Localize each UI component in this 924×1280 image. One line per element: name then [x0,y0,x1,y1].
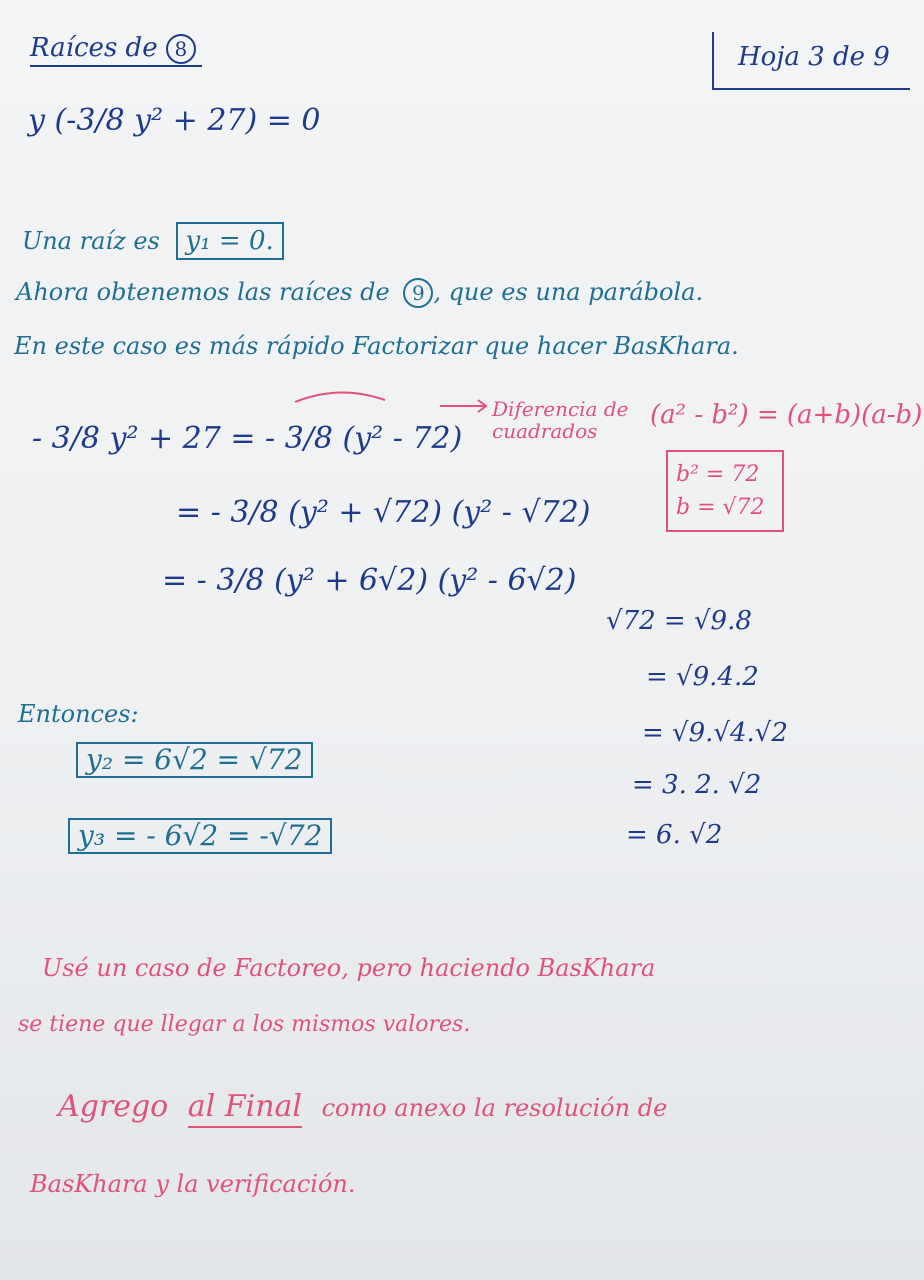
root-y2-box: y₂ = 6√2 = √72 [76,742,313,778]
intro-line-3: En este caso es más rápido Factorizar que hacer BasKhara. [14,332,739,360]
remark-line-1: Usé un caso de Factoreo, pero haciendo BasKhara [42,954,656,982]
remark-line-3-rest: como anexo la resolución de [321,1094,668,1122]
sqrt-step-2: = √9.4.2 [646,662,759,692]
remark-underlined-al-final: al Final [188,1089,302,1128]
root-y1-box: y₁ = 0. [176,222,284,260]
conclusion-label: Entonces: [18,700,139,728]
note-label: Diferencia de cuadrados [492,397,629,443]
main-equation: y (-3/8 y² + 27) = 0 [28,103,321,138]
note-box-line-1: b² = 72 [676,462,760,487]
remark-line-2: se tiene que llegar a los mismos valores. [18,1012,471,1037]
sqrt-step-4: = 3. 2. √2 [632,770,762,800]
factoring-step-3: = - 3/8 (y² + 6√2) (y² - 6√2) [162,563,577,598]
title-circled-number: 8 [166,34,196,64]
sqrt-step-1: √72 = √9.8 [606,606,752,636]
root-y3-box: y₃ = - 6√2 = -√72 [68,818,332,854]
sqrt-step-3: = √9.√4.√2 [642,718,788,748]
remark-word-agrego: Agrego [58,1089,169,1124]
remark-line-4: BasKhara y la verificación. [30,1170,356,1198]
note-formula: (a² - b²) = (a+b)(a-b) [650,400,923,430]
sheet-indicator: Hoja 3 de 9 [738,42,890,72]
intro-prefix: Una raíz es [22,227,160,255]
factoring-step-1: - 3/8 y² + 27 = - 3/8 (y² - 72) [32,421,463,456]
sqrt-step-5: = 6. √2 [626,820,723,850]
note-box-line-2: b = √72 [676,495,765,520]
title-text: Raíces de [30,33,158,63]
factoring-step-2: = - 3/8 (y² + √72) (y² - √72) [176,495,591,530]
intro-line-2-suffix: , que es una parábola. [433,278,704,306]
circled-number-9: 9 [403,278,433,308]
intro-line-2-prefix: Ahora obtenemos las raíces de [16,278,390,306]
